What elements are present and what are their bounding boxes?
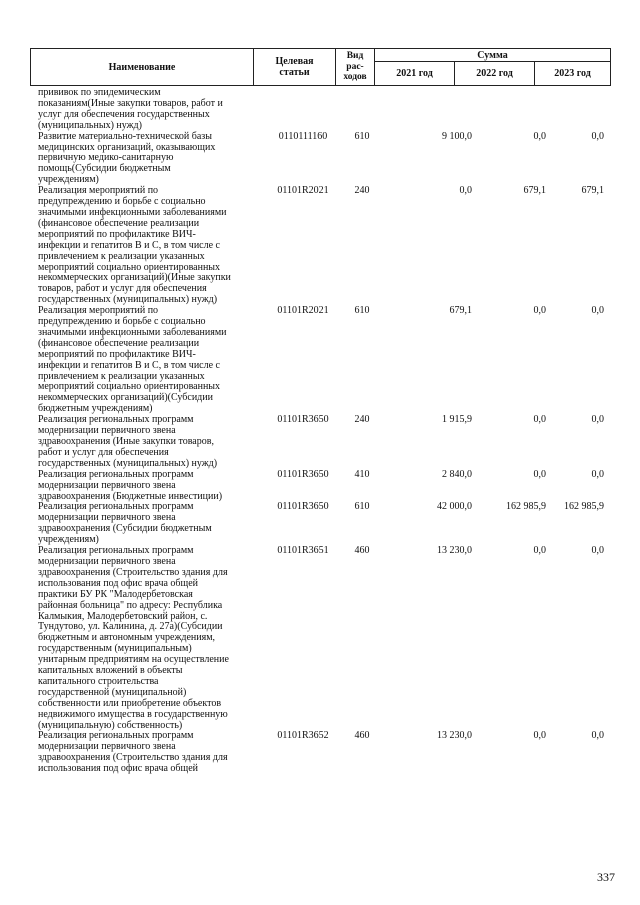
cell-2021: 13 230,0 — [437, 545, 472, 557]
cell-2021: 9 100,0 — [442, 130, 472, 142]
cell-name: Реализация региональных программ модернизации первичного звена здравоохранения (Строительство здания для использования под офис врача общей — [38, 730, 228, 775]
cell-name: Реализация региональных программ модернизации первичного звена здравоохранения (Строительство здания для использования под офис врача общей практики БУ РК "Малодербетовская районная больница" по адресу: Республика Калмыкия, Малодербетовский район, с. Тундутово, ул. Калинина, д. 27а)(Субсидии бюджетным и автономным учреждениям, государственным (муниципальным) унитарным предприятиям на осуществление капитальных вложений в объекты капитального строительства государственной (муниципальной) собственности или приобретение объектов недвижимого имущества в государственную (муниципальную) собственность) — [38, 545, 229, 731]
cell-2022: 0,0 — [533, 468, 546, 480]
cell-target-code: 01101R3650 — [277, 468, 329, 480]
cell-target-code: 01101R3650 — [277, 414, 329, 426]
cell-name: Реализация региональных программ модернизации первичного звена здравоохранения (Бюджетные инвестиции) — [38, 468, 223, 502]
cell-2022: 0,0 — [533, 545, 546, 557]
table-row — [30, 415, 610, 470]
cell-2023: 0,0 — [591, 130, 604, 142]
table-row — [30, 470, 610, 503]
cell-2021: 0,0 — [459, 185, 472, 197]
cell-target-code: 0110111160 — [278, 130, 328, 142]
cell-expense-type: 240 — [354, 414, 370, 426]
cell-expense-type: 610 — [354, 501, 370, 513]
header-code: Целевая статьи — [254, 49, 336, 86]
cell-name: Реализация региональных программ модернизации первичного звена здравоохранения (Субсидии бюджетным учреждениям) — [38, 501, 212, 546]
table-header — [30, 48, 611, 86]
cell-2022: 0,0 — [533, 130, 546, 142]
cell-name: прививок по эпидемическим показаниям(Иные закупки товаров, работ и услуг для обеспечения государственных (муниципальных) нужд) — [38, 87, 223, 131]
header-year-2022: 2022 год — [455, 62, 535, 86]
header-year-2023: 2023 год — [535, 62, 611, 86]
cell-expense-type: 610 — [354, 130, 370, 142]
cell-2023: 0,0 — [591, 414, 604, 426]
cell-2022: 162 985,9 — [506, 501, 546, 513]
header-vid: Вид рас- ходов — [336, 49, 375, 86]
cell-2022: 0,0 — [533, 305, 546, 317]
cell-target-code: 01101R3650 — [277, 501, 329, 513]
table-row — [30, 132, 610, 187]
header-sum: Сумма — [375, 49, 611, 62]
cell-2021: 42 000,0 — [437, 501, 472, 513]
cell-target-code: 01101R2021 — [277, 305, 329, 317]
cell-expense-type: 460 — [354, 545, 370, 557]
cell-2021: 679,1 — [449, 305, 472, 317]
cell-expense-type: 240 — [354, 185, 370, 197]
cell-expense-type: 610 — [354, 305, 370, 317]
cell-expense-type: 410 — [354, 468, 370, 480]
cell-2023: 162 985,9 — [564, 501, 604, 513]
table-row — [30, 546, 610, 731]
cell-expense-type: 460 — [354, 730, 370, 742]
cell-2023: 0,0 — [591, 468, 604, 480]
page-number: 337 — [597, 870, 615, 884]
cell-name: Развитие материально-технической базы медицинских организаций, оказывающих первичную медико-санитарную помощь(Субсидии бюджетным учреждениям) — [38, 130, 216, 186]
cell-2021: 2 840,0 — [442, 468, 472, 480]
cell-2021: 13 230,0 — [437, 730, 472, 742]
cell-name: Реализация мероприятий по предупреждению и борьбе с социально значимыми инфекционными заболеваниями (финансовое обеспечение реализации мероприятий по профилактике ВИЧ- инфекции и гепатитов В и С, в том числе с привлечением к реализации указанных мероприятий социально ориентированных некоммерческих организаций)(Иные закупки товаров, работ и услуг для обеспечения государственных (муниципальных) нужд) — [38, 185, 231, 306]
cell-target-code: 01101R3652 — [277, 730, 329, 742]
cell-2022: 679,1 — [523, 185, 546, 197]
table-row — [30, 186, 610, 306]
table-row — [30, 502, 610, 546]
cell-2022: 0,0 — [533, 414, 546, 426]
header-name: Наименование — [31, 49, 254, 86]
header-year-2021: 2021 год — [375, 62, 455, 86]
table-body — [30, 88, 610, 775]
cell-2022: 0,0 — [533, 730, 546, 742]
cell-2023: 679,1 — [581, 185, 604, 197]
cell-2023: 0,0 — [591, 305, 604, 317]
table-row — [30, 306, 610, 415]
cell-2023: 0,0 — [591, 545, 604, 557]
table-row — [30, 731, 610, 775]
cell-target-code: 01101R3651 — [277, 545, 329, 557]
cell-2021: 1 915,9 — [442, 414, 472, 426]
table-row — [30, 88, 610, 132]
cell-name: Реализация мероприятий по предупреждению и борьбе с социально значимыми инфекционными заболеваниями (финансовое обеспечение реализации мероприятий по профилактике ВИЧ- инфекции и гепатитов В и С, в том числе с привлечением к реализации указанных мероприятий социально ориентированных некоммерческих организаций)(Субсидии бюджетным учреждениям) — [38, 305, 227, 415]
cell-2023: 0,0 — [591, 730, 604, 742]
cell-name: Реализация региональных программ модернизации первичного звена здравоохранения (Иные закупки товаров, работ и услуг для обеспечения государственных (муниципальных) нужд) — [38, 414, 218, 469]
cell-target-code: 01101R2021 — [277, 185, 329, 197]
